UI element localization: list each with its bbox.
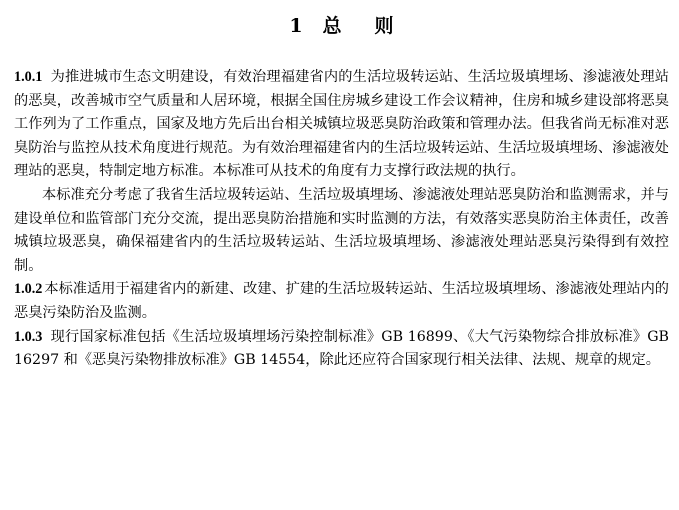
clause-number: 1.0.2 — [14, 281, 43, 298]
clause-text: 为推进城市生态文明建设，有效治理福建省内的生活垃圾转运站、生活垃圾填埋场、渗滤液处理站的恶臭，改善城市空气质量和人居环境，根据全国住房城乡建设工作会议精神，住房和城乡建设部将恶臭工作列为了工作重点，国家及地方先后出台相关城镇垃圾恶臭防治政策和管理办法。但我省尚无标准对恶臭防治与监控从技术角度进行规范。为有效治理福建省内的生活垃圾转运站、生活垃圾填埋场、渗滤液处理站的恶臭，特制定地方标准。本标准可从技术的角度有力支撑行政法规的执行。 — [14, 69, 669, 180]
clause-1-0-1 — [14, 66, 669, 184]
clause-text: 现行国家标准包括《生活垃圾填埋场污染控制标准》GB 16899、《大气污染物综合排放标准》GB 16297 和《恶臭污染物排放标准》GB 14554，除此还应符合国家现行相关法律、法规、规章的规定。 — [14, 328, 669, 369]
clause-number: 1.0.3 — [14, 328, 43, 345]
chapter-title: 1 总 则 — [289, 15, 394, 37]
chapter-body — [14, 66, 669, 373]
clause-number: 1.0.1 — [14, 69, 43, 85]
clause-text: 本标准适用于福建省内的新建、改建、扩建的生活垃圾转运站、生活垃圾填埋场、渗滤液处理站内的恶臭污染防治及监测。 — [14, 281, 669, 321]
clause-1-0-1-paragraph-2: 本标准充分考虑了我省生活垃圾转运站、生活垃圾填埋场、渗滤液处理站恶臭防治和监测需求，并与建设单位和监管部门充分交流，提出恶臭防治措施和实时监测的方法，有效落实恶臭防治主体责任，改善城镇垃圾恶臭，确保福建省内的生活垃圾转运站、生活垃圾填埋场、渗滤液处理站恶臭污染得到有效控制。 — [14, 186, 669, 274]
clause-1-0-3 — [14, 326, 669, 373]
clause-1-0-2 — [14, 278, 669, 325]
